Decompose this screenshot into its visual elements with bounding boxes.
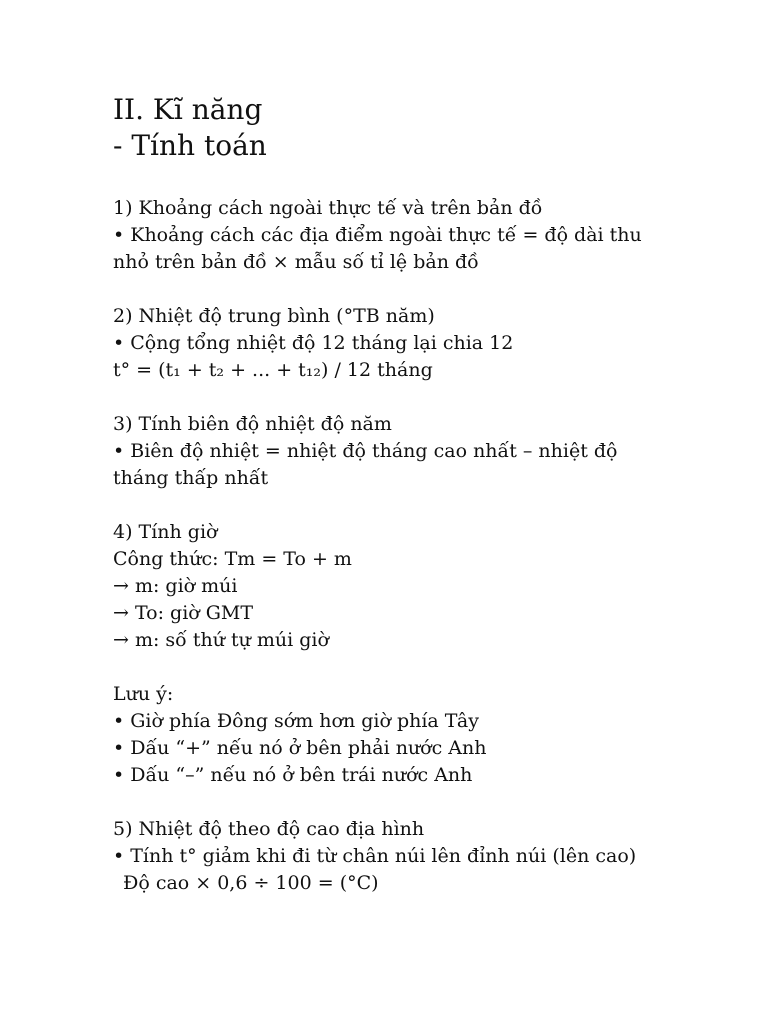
section-temperature-range bbox=[113, 411, 753, 492]
section-time-calculation bbox=[113, 519, 753, 654]
text-line: • Dấu “+” nếu nó ở bên phải nước Anh bbox=[113, 737, 487, 759]
formula-line: t° = (t₁ + t₂ + ... + t₁₂) / 12 tháng bbox=[113, 359, 433, 381]
text-line: • Cộng tổng nhiệt độ 12 tháng lại chia 12 bbox=[113, 332, 514, 354]
text-line: → m: giờ múi bbox=[113, 575, 238, 597]
text-line: → m: số thứ tự múi giờ bbox=[113, 629, 329, 651]
section-average-temperature bbox=[113, 303, 753, 384]
text-line: • Tính t° giảm khi đi từ chân núi lên đỉnh núi (lên cao) bbox=[113, 845, 637, 867]
section-distance bbox=[113, 195, 753, 276]
section-title: 3) Tính biên độ nhiệt độ năm bbox=[113, 413, 392, 435]
heading-skills: II. Kĩ năng bbox=[113, 93, 263, 126]
text-line: → To: giờ GMT bbox=[113, 602, 254, 624]
text-line: • Giờ phía Đông sớm hơn giờ phía Tây bbox=[113, 710, 479, 732]
text-line: nhỏ trên bản đồ × mẫu số tỉ lệ bản đồ bbox=[113, 251, 479, 273]
formula-line: Công thức: Tm = To + m bbox=[113, 548, 352, 570]
section-title: Lưu ý: bbox=[113, 683, 174, 705]
section-title: 2) Nhiệt độ trung bình (°TB năm) bbox=[113, 305, 435, 327]
section-altitude-temperature bbox=[113, 816, 753, 897]
section-note bbox=[113, 681, 753, 789]
section-title: 4) Tính giờ bbox=[113, 521, 218, 543]
text-line: • Khoảng cách các địa điểm ngoài thực tế = độ dài thu bbox=[113, 224, 642, 246]
formula-line: Độ cao × 0,6 ÷ 100 = (°C) bbox=[123, 872, 379, 894]
text-line: tháng thấp nhất bbox=[113, 467, 269, 489]
document-page bbox=[113, 92, 753, 924]
section-title: 5) Nhiệt độ theo độ cao địa hình bbox=[113, 818, 425, 840]
text-line: • Biên độ nhiệt = nhiệt độ tháng cao nhất – nhiệt độ bbox=[113, 440, 618, 462]
heading-calculation: - Tính toán bbox=[113, 129, 267, 162]
text-line: • Dấu “–” nếu nó ở bên trái nước Anh bbox=[113, 764, 473, 786]
section-title: 1) Khoảng cách ngoài thực tế và trên bản đồ bbox=[113, 197, 543, 219]
